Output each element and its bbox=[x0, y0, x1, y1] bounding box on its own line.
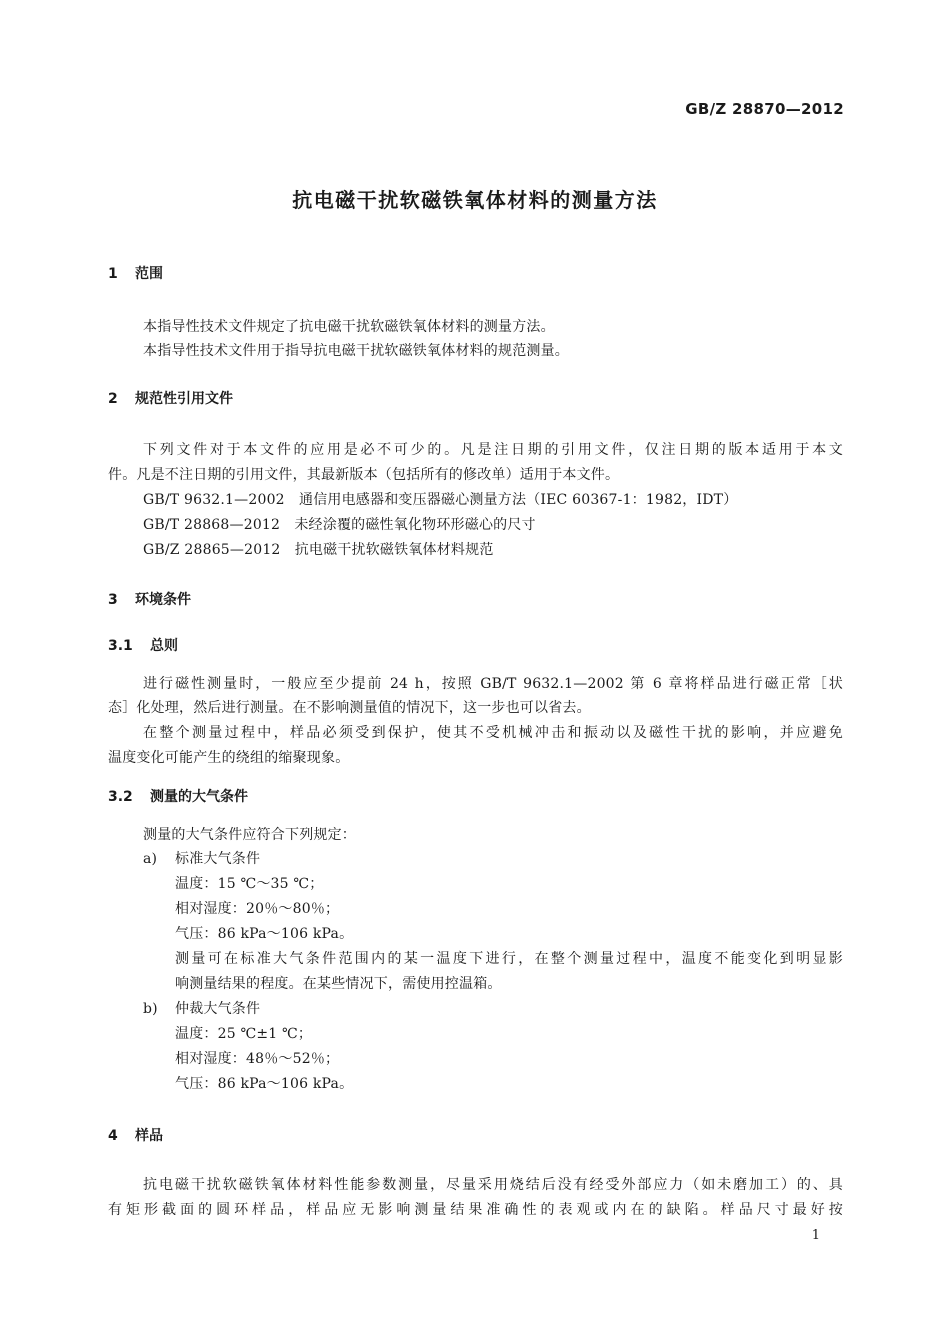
section-number: 1 bbox=[108, 266, 118, 282]
condition-line: 温度：25 ℃±1 ℃； bbox=[175, 1026, 313, 1042]
paragraph: 下列文件对于本文件的应用是必不可少的。凡是注日期的引用文件，仅注日期的版本适用于本文 bbox=[143, 442, 843, 458]
subsection-title: 总则 bbox=[150, 638, 178, 654]
section-number: 3 bbox=[108, 592, 118, 608]
section-title: 环境条件 bbox=[135, 592, 191, 608]
condition-line: 气压：86 kPa～106 kPa。 bbox=[175, 926, 354, 942]
paragraph: 测量的大气条件应符合下列规定： bbox=[143, 827, 356, 843]
paragraph-continuation: 温度变化可能产生的绕组的缩聚现象。 bbox=[108, 750, 350, 766]
paragraph: 本指导性技术文件规定了抗电磁干扰软磁铁氧体材料的测量方法。 bbox=[143, 319, 555, 335]
section-title: 样品 bbox=[135, 1128, 163, 1144]
list-marker: b) bbox=[143, 1001, 158, 1017]
paragraph: 抗电磁干扰软磁铁氧体材料性能参数测量，尽量采用烧结后没有经受外部应力（如未磨加工）的、具 bbox=[143, 1177, 843, 1193]
condition-line: 相对湿度：20％～80％； bbox=[175, 901, 340, 917]
list-marker: a) bbox=[143, 851, 158, 867]
paragraph: 在整个测量过程中，样品必须受到保护，使其不受机械冲击和振动以及磁性干扰的影响，并应避免 bbox=[143, 725, 843, 741]
normative-reference: GB/T 9632.1—2002 通信用电感器和变压器磁心测量方法（IEC 60367-1：1982，IDT） bbox=[143, 492, 738, 508]
condition-line: 温度：15 ℃～35 ℃； bbox=[175, 876, 324, 892]
section-2-heading bbox=[108, 388, 233, 408]
condition-line: 气压：86 kPa～106 kPa。 bbox=[175, 1076, 354, 1092]
subsection-number: 3.2 bbox=[108, 789, 133, 805]
subsection-number: 3.1 bbox=[108, 638, 133, 654]
paragraph: 进行磁性测量时，一般应至少提前 24 h，按照 GB/T 9632.1—2002 第 6 章将样品进行磁正常［状 bbox=[143, 676, 843, 692]
standard-code: GB/Z 28870—2012 bbox=[685, 100, 844, 118]
normative-reference: GB/T 28868—2012 未经涂覆的磁性氧化物环形磁心的尺寸 bbox=[143, 517, 536, 533]
list-item-a bbox=[143, 848, 260, 868]
subsection-title: 测量的大气条件 bbox=[150, 789, 248, 805]
paragraph: 本指导性技术文件用于指导抗电磁干扰软磁铁氧体材料的规范测量。 bbox=[143, 343, 569, 359]
paragraph-continuation: 有矩形截面的圆环样品，样品应无影响测量结果准确性的表观或内在的缺陷。样品尺寸最好按 bbox=[108, 1202, 843, 1218]
condition-line: 相对湿度：48％～52％； bbox=[175, 1051, 340, 1067]
section-title: 规范性引用文件 bbox=[135, 391, 233, 407]
section-4-heading bbox=[108, 1125, 163, 1145]
section-number: 4 bbox=[108, 1128, 118, 1144]
list-item-title: 仲裁大气条件 bbox=[175, 1001, 261, 1017]
subsection-3-1-heading bbox=[108, 635, 178, 655]
section-3-heading bbox=[108, 589, 191, 609]
list-item-title: 标准大气条件 bbox=[175, 851, 261, 867]
normative-reference: GB/Z 28865—2012 抗电磁干扰软磁铁氧体材料规范 bbox=[143, 542, 494, 558]
paragraph-continuation: 态］化处理，然后进行测量。在不影响测量值的情况下，这一步也可以省去。 bbox=[108, 700, 591, 716]
paragraph-continuation: 件。凡是不注日期的引用文件，其最新版本（包括所有的修改单）适用于本文件。 bbox=[108, 467, 620, 483]
list-item-b bbox=[143, 998, 260, 1018]
section-number: 2 bbox=[108, 391, 118, 407]
subsection-3-2-heading bbox=[108, 786, 248, 806]
page-number: 1 bbox=[811, 1228, 820, 1243]
section-title: 范围 bbox=[135, 266, 163, 282]
document-title: 抗电磁干扰软磁铁氧体材料的测量方法 bbox=[292, 188, 658, 212]
note-text: 响测量结果的程度。在某些情况下，需使用控温箱。 bbox=[175, 976, 502, 992]
section-1-heading bbox=[108, 263, 163, 283]
note-text: 测量可在标准大气条件范围内的某一温度下进行，在整个测量过程中，温度不能变化到明显影 bbox=[175, 951, 843, 967]
